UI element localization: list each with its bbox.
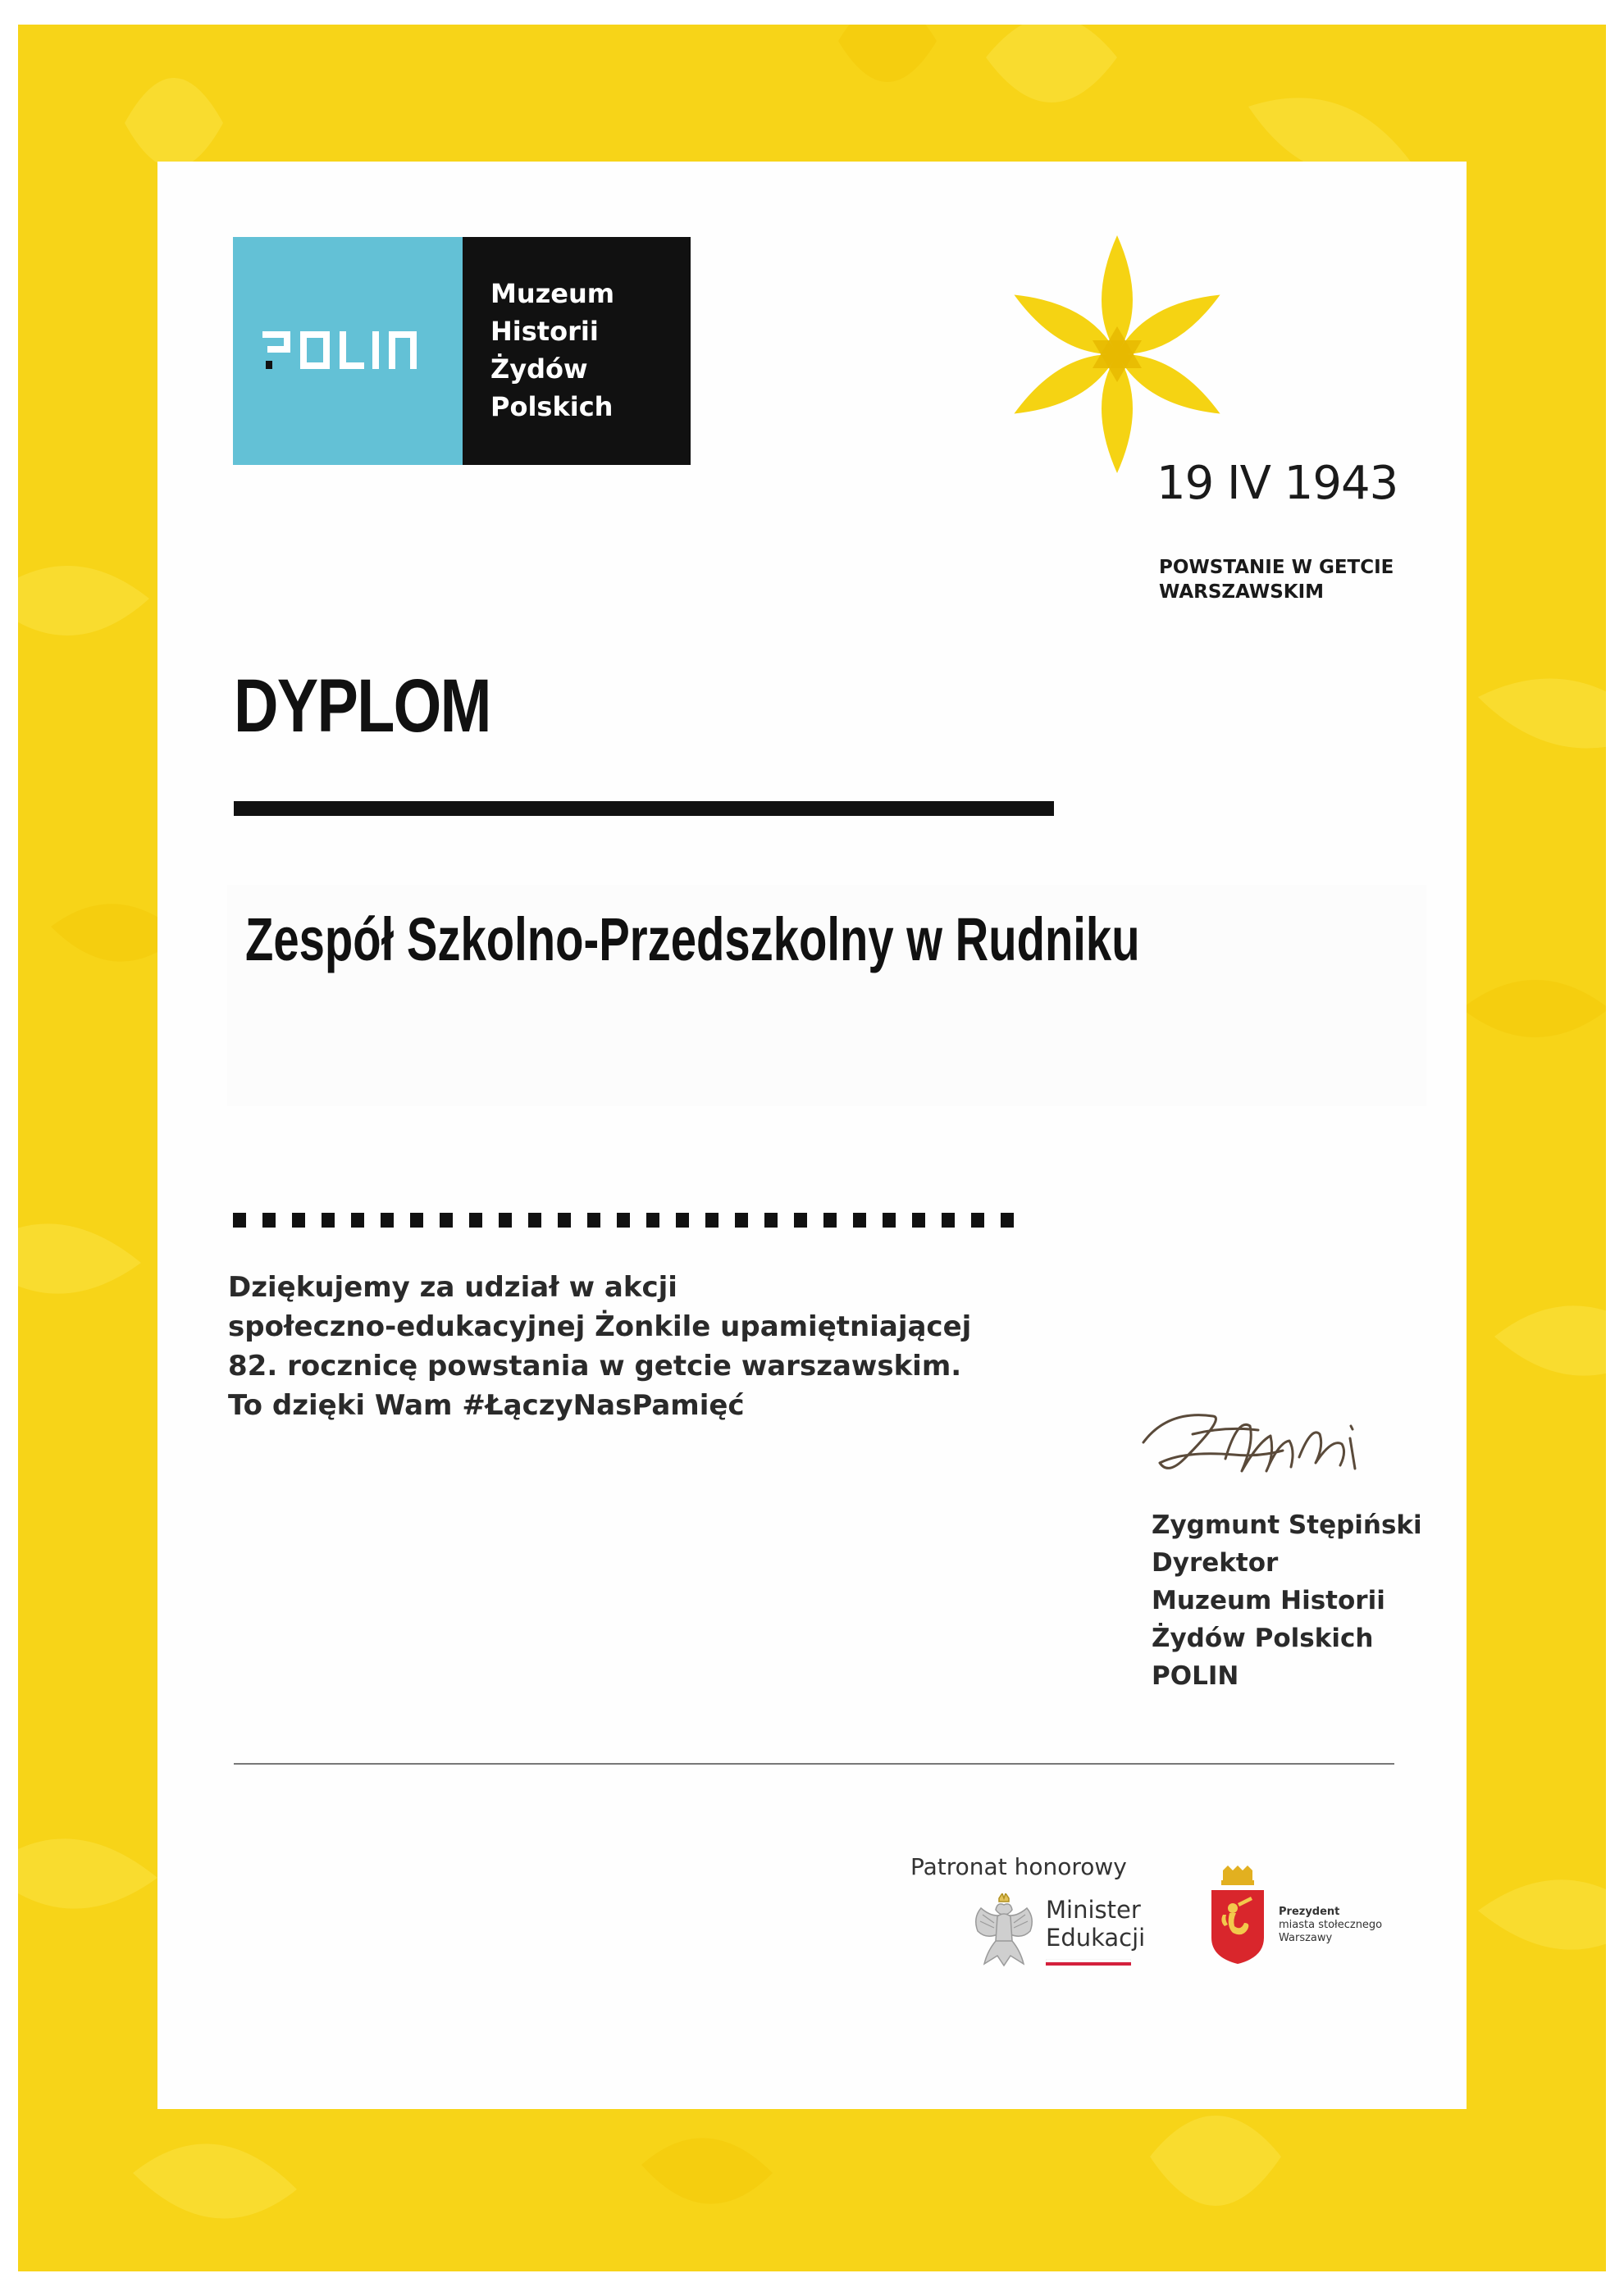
event-caption-line: POWSTANIE W GETCIE <box>1159 557 1394 578</box>
signature-mark <box>1135 1393 1381 1483</box>
recipient-box <box>227 885 1426 1106</box>
minister-line: Edukacji <box>1046 1924 1146 1952</box>
patronage-label: Patronat honorowy <box>910 1853 1127 1880</box>
museum-name <box>490 275 614 426</box>
minister-line: Minister <box>1046 1896 1141 1924</box>
polin-logo-text-panel <box>463 237 691 465</box>
polin-logo <box>233 237 691 465</box>
museum-name-line: Muzeum <box>490 278 615 309</box>
warsaw-line: miasta stołecznego <box>1279 1919 1383 1931</box>
museum-name-line: Żydów <box>490 353 588 385</box>
recipient-name: Zespół Szkolno-Przedszkolny w Rudniku <box>245 905 1140 973</box>
signatory-block <box>1152 1506 1422 1695</box>
message-line: społeczno-edukacyjnej Żonkile upamiętniającej <box>228 1310 972 1343</box>
warsaw-line: Prezydent <box>1279 1906 1340 1918</box>
warsaw-crest-icon <box>1208 1866 1267 1966</box>
title-underline <box>234 801 1054 816</box>
event-date: 19 IV 1943 <box>1156 457 1398 510</box>
event-caption-line: WARSZAWSKIM <box>1159 581 1325 603</box>
thank-you-message <box>228 1268 971 1425</box>
diploma-sheet <box>157 162 1467 2109</box>
message-line: 82. rocznicę powstania w getcie warszawskim. <box>228 1350 962 1383</box>
polish-flag-bar <box>1046 1959 1131 1966</box>
message-line: To dzięki Wam #ŁączyNasPamięć <box>228 1389 745 1422</box>
footer-divider <box>234 1763 1394 1765</box>
event-caption <box>1159 555 1394 604</box>
signatory-line: Muzeum Historii <box>1152 1586 1385 1615</box>
minister-label <box>1046 1896 1145 1952</box>
signatory-line: POLIN <box>1152 1661 1239 1691</box>
daffodil-icon <box>998 235 1236 473</box>
eagle-emblem-icon <box>969 1893 1038 1967</box>
dashed-divider <box>233 1213 1037 1229</box>
signatory-line: Żydów Polskich <box>1152 1624 1374 1653</box>
message-line: Dziękujemy za udział w akcji <box>228 1271 677 1304</box>
warsaw-president-label <box>1279 1906 1382 1945</box>
museum-name-line: Polskich <box>490 391 614 422</box>
warsaw-line: Warszawy <box>1279 1932 1333 1944</box>
museum-name-line: Historii <box>490 316 599 347</box>
yellow-frame <box>18 25 1606 2271</box>
polin-wordmark <box>262 331 436 371</box>
signatory-line: Zygmunt Stępiński <box>1152 1510 1422 1540</box>
diploma-title: DYPLOM <box>234 664 490 748</box>
polin-logo-panel <box>233 237 463 465</box>
signatory-line: Dyrektor <box>1152 1548 1279 1578</box>
